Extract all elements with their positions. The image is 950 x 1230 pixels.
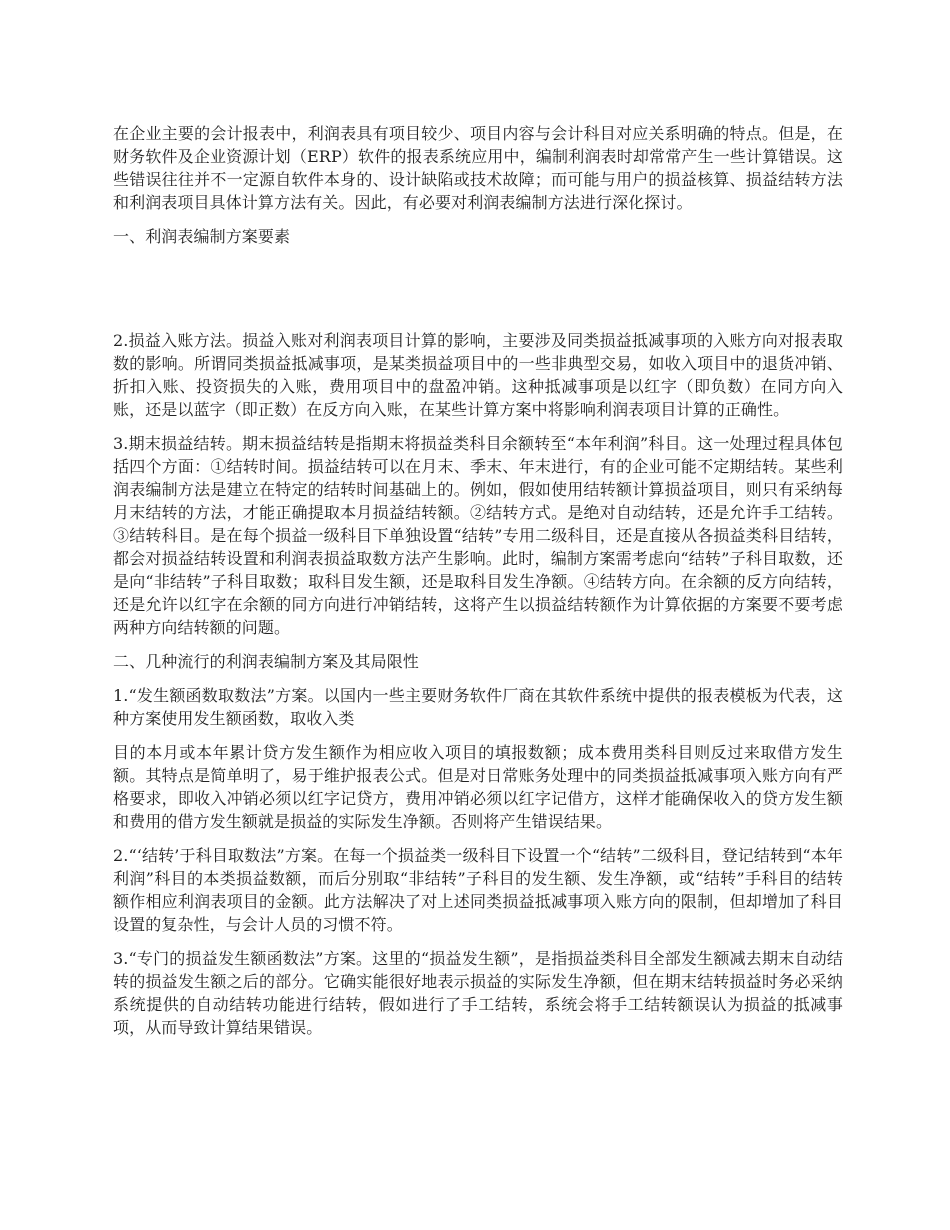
- paragraph-scheme-2: 2.“‘结转’于科目取数法”方案。在每一个损益类一级科目下设置一个“结转”二级科目，登记结转到“本年利润”科目的本类损益数额，而后分别取“非结转”子科目的发生额、发生净额，或“结转”手科目的结转额作相应利润表项目的金额。此方法解决了对上述同类损益抵减事项入账方向的限制，但却增加了科目设置的复杂性，与会计人员的习惯不符。: [113, 846, 843, 934]
- paragraph-loss-entry-method: 2.损益入账方法。损益入账对利润表项目计算的影响，主要涉及同类损益抵减事项的入账方向对报表取数的影响。所谓同类损益抵减事项，是某类损益项目中的一些非典型交易，如收入项目中的退货冲销、折扣入账、投资损失的入账，费用项目中的盘盈冲销。这种抵减事项是以红字（即负数）在同方向入账，还是以蓝字（即正数）在反方向入账，在某些计算方案中将影响利润表项目计算的正确性。: [113, 331, 843, 419]
- paragraph-scheme-1-detail: 目的本月或本年累计贷方发生额作为相应收入项目的填报数额；成本费用类科目则反过来取借方发生额。其特点是简单明了，易于维护报表公式。但是对日常账务处理中的同类损益抵减事项入账方向有严格要求，即收入冲销必须以红字记贷方，费用冲销必须以红字记借方，这样才能确保收入的贷方发生额和费用的借方发生额就是损益的实际发生净额。否则将产生错误结果。: [113, 743, 843, 831]
- section-heading-1: 一、利润表编制方案要素: [113, 227, 291, 246]
- paragraph-period-end-transfer: 3.期末损益结转。期末损益结转是指期末将损益类科目余额转至“本年利润”科目。这一处理过程具体包括四个方面：①结转时间。损益结转可以在月末、季末、年末进行，有的企业可能不定期结转。某些利润表编制方法是建立在特定的结转时间基础上的。例如，假如使用结转额计算损益项目，则只有采纳每月末结转的方法，才能正确提取本月损益结转额。②结转方式。是绝对自动结转，还是允许手工结转。③结转科目。是在每个损益一级科目下单独设置“结转”专用二级科目，还是直接从各损益类科目结转，都会对损益结转设置和利润表损益取数方法产生影响。此时，编制方案需考虑向“结转”子科目取数，还是向“非结转”子科目取数；取科目发生额，还是取科目发生净额。④结转方向。在余额的反方向结转，还是允许以红字在余额的同方向进行冲销结转，这将产生以损益结转额作为计算依据的方案要不要考虑两种方向结转额的问题。: [113, 434, 843, 637]
- section-heading-2: 二、几种流行的利润表编制方案及其局限性: [113, 652, 419, 671]
- paragraph-scheme-3: 3.“专门的损益发生额函数法”方案。这里的“损益发生额”，是指损益类科目全部发生额减去期末自动结转的损益发生额之后的部分。它确实能很好地表示损益的实际发生净额，但在期末结转损益时务必采纳系统提供的自动结转功能进行结转，假如进行了手工结转，系统会将手工结转额误认为损益的抵减事项，从而导致计算结果错误。: [113, 949, 843, 1037]
- paragraph-scheme-1-intro: 1.“发生额函数取数法”方案。以国内一些主要财务软件厂商在其软件系统中提供的报表模板为代表，这种方案使用发生额函数，取收入类: [113, 686, 843, 728]
- blank-space: [113, 259, 843, 329]
- document-body: [113, 122, 843, 1050]
- intro-paragraph: 在企业主要的会计报表中，利润表具有项目较少、项目内容与会计科目对应关系明确的特点。但是，在财务软件及企业资源计划（ERP）软件的报表系统应用中，编制利润表时却常常产生一些计算错误。这些错误往往并不一定源自软件本身的、设计缺陷或技术故障；而可能与用户的损益核算、损益结转方法和利润表项目具体计算方法有关。因此，有必要对利润表编制方法进行深化探讨。: [113, 124, 843, 212]
